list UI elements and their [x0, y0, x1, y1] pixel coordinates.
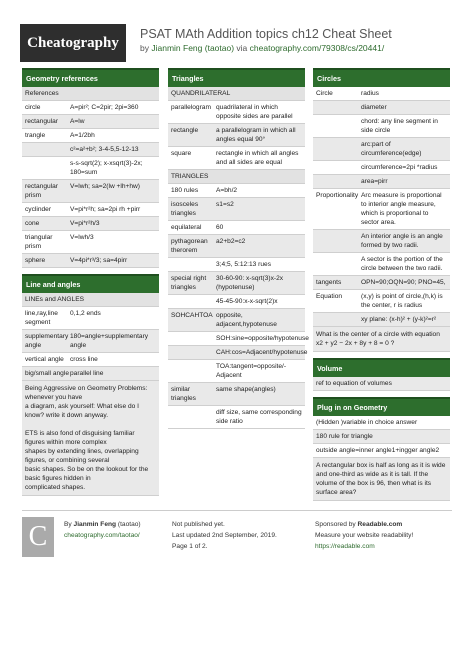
row-key: rectangular [25, 118, 58, 125]
row-key: triangular prism [25, 234, 53, 250]
cheatography-logo[interactable]: Cheatography [20, 24, 126, 62]
row-key [316, 163, 361, 172]
footer-author [64, 519, 141, 541]
sponsor-url[interactable]: https://readable.com [315, 543, 375, 550]
table-row [168, 184, 305, 198]
row-value: cross line [70, 356, 98, 363]
row-value: 45-45-90:x-x-sqrt(2)x [216, 298, 278, 305]
row-key: cyclinder [25, 206, 52, 213]
table-row [313, 101, 450, 115]
row-key: Equation [316, 293, 343, 300]
author-link[interactable]: Jianmin Feng (taotao) [151, 43, 235, 53]
table-row [168, 272, 305, 295]
row-value: An interior angle is an angle formed by two radii. [361, 233, 443, 249]
table-row [168, 309, 305, 332]
sponsor-name: Readable.com [357, 521, 403, 528]
note-text: What is the center of a circle with equation x2 + y2 − 2x + 8y + 8 = 0 ? [313, 327, 450, 352]
table-row [168, 383, 305, 406]
table-row [168, 360, 305, 383]
row-key: sphere [25, 257, 46, 264]
sub-header: References [22, 87, 159, 101]
volume-box [313, 358, 450, 391]
publish-status: Not published yet. [172, 521, 225, 528]
last-updated: Last updated 2nd September, 2019. [172, 532, 277, 539]
row-value: a parallelogram in which all angles equal 90° [216, 127, 296, 143]
row-value: chord: any line segment in side circle [361, 118, 438, 134]
row-key: SOHCAHTOA [171, 312, 213, 319]
table-row [22, 217, 159, 231]
row-key: big/small angle [25, 370, 69, 377]
row-key: special right triangles [171, 275, 207, 291]
row-value: 60 [216, 224, 224, 231]
row-value: arc:part of circumference(edge) [361, 141, 422, 157]
row-value: V=lwh; sa=2(lw +lh+hw) [70, 183, 141, 190]
table-row [313, 253, 450, 276]
row-key: cone [25, 220, 40, 227]
row-key: Proportionality [316, 192, 359, 199]
row-value: 30-60-90: x-sqrt(3)x-2x (hypotenuse) [216, 275, 284, 291]
row-value: (x,y) is point of circle,(h,k) is the center, r is radius [361, 293, 443, 309]
box-title: Line and angles [22, 274, 159, 293]
table-row [22, 353, 159, 367]
row-value: s-s-sqrt(2); x-xsqrt(3)-2x; 180=sum [70, 160, 143, 176]
row-key [171, 334, 216, 343]
row-value: 3;4;5, 5:12:13 rues [216, 261, 271, 268]
table-row [168, 235, 305, 258]
row-value: diff size, same corresponding side ratio [216, 409, 302, 425]
row-key: circle [25, 104, 41, 111]
table-row [22, 143, 159, 157]
table-row [313, 175, 450, 189]
column-3 [313, 68, 450, 507]
cheatography-c-icon: C [22, 517, 54, 557]
box-title: Plug in on Geometry [313, 397, 450, 416]
footer [22, 510, 452, 561]
table-row [22, 330, 159, 353]
table-row [22, 254, 159, 268]
column-1 [22, 68, 159, 502]
table-row [22, 231, 159, 254]
row-key: rectangular prism [25, 183, 58, 199]
by-text: by [140, 43, 149, 53]
row-value: c²=a²+b²; 3-4-5,5-12-13 [70, 146, 139, 153]
sponsor-line: Measure your website readability! [315, 532, 414, 539]
row-key [316, 177, 361, 186]
row-key [316, 103, 361, 112]
row-key: vertical angle [25, 356, 64, 363]
sub-header: TRIANGLES [168, 170, 305, 184]
table-row [22, 115, 159, 129]
table-row [22, 307, 159, 330]
row-key [316, 232, 361, 250]
row-key [171, 297, 216, 306]
author-name: Jianmin Feng [73, 521, 117, 528]
row-value: same shape(angles) [216, 386, 276, 393]
box-title: Volume [313, 358, 450, 377]
row-key [171, 348, 216, 357]
table-row [313, 276, 450, 290]
table-row [168, 221, 305, 235]
by-text: By [64, 521, 72, 528]
row-key [171, 408, 216, 426]
geometry-references-box [22, 68, 159, 268]
author-link[interactable]: cheatography.com/taotao/ [64, 532, 140, 539]
row-key: supplementary angle [25, 333, 69, 349]
table-row [22, 180, 159, 203]
line-angles-box [22, 274, 159, 496]
row-value: opposite, adjacent,hypotenuse [216, 312, 277, 328]
table-row [22, 367, 159, 381]
plugin-geometry-box [313, 397, 450, 501]
header [0, 0, 474, 70]
row-key: isosceles triangles [171, 201, 199, 217]
table-row [313, 290, 450, 313]
row-value: diameter [361, 104, 387, 111]
table-row [22, 157, 159, 180]
row-value: V=lwh/3 [70, 234, 94, 241]
sheet-url-link[interactable]: cheatography.com/79308/cs/20441/ [249, 43, 385, 53]
row-key: equilateral [171, 224, 202, 231]
footer-publish-info [172, 519, 277, 552]
row-key [25, 159, 70, 177]
table-row [168, 101, 305, 124]
row-key: 180 rules [171, 187, 199, 194]
row-value: A=bh/2 [216, 187, 238, 194]
row-key [316, 315, 361, 324]
row-value: TOA:tangent=opposite/-Adjacent [216, 363, 287, 379]
row-key [316, 117, 361, 135]
table-row [313, 87, 450, 101]
row-key: parallelogram [171, 104, 211, 111]
sub-header: QUANDRILATERAL [168, 87, 305, 101]
table-row [313, 138, 450, 161]
table-row [168, 258, 305, 272]
author-handle: (taotao) [117, 521, 141, 528]
table-row [22, 129, 159, 143]
sponsor-text: Sponsored by [315, 521, 356, 528]
table-row [22, 203, 159, 217]
row-value: radius [361, 90, 379, 97]
table-row [168, 332, 309, 346]
table-row [22, 101, 159, 115]
box-title: Geometry references [22, 68, 159, 87]
row-value: SOH:sine=opposite/hypotenuse [216, 335, 309, 342]
row-key [25, 145, 70, 154]
list-item: outside angle=inner angle1+ingger angle2 [313, 444, 450, 458]
page-title: PSAT MAth Addition topics ch12 Cheat Sheet [140, 27, 392, 41]
table-row [168, 346, 308, 360]
row-key [171, 260, 216, 269]
note-text: Being Aggressive on Geometry Problems: whenever you have a diagram, ask yourself: What else do I know? write it down anyway. ETS is also fond of disguising familiar figures within more complex shapes by extending lines, overlapping figures, or combining several basic shapes. So be on the lookout for the basic figures hidden in complicated shapes. [22, 381, 159, 496]
volume-row: ref to equation of volumes [313, 377, 450, 391]
row-value: A=1/2bh [70, 132, 95, 139]
box-title: Triangles [168, 68, 305, 87]
list-item: 180 rule for triangle [313, 430, 450, 444]
row-key [316, 255, 361, 273]
row-value: V=pi*r²h; sa=2pi rh +pirr [70, 206, 141, 213]
column-2 [168, 68, 309, 435]
table-row [168, 124, 305, 147]
row-value: OPN=90;OQN=90; PNO=45, [361, 279, 446, 286]
row-value: V=4pi*r³/3; sa=4pirr [70, 257, 128, 264]
circles-box [313, 68, 450, 352]
page-number: Page 1 of 2. [172, 543, 208, 550]
row-value: 180=angle+supplementary angle [70, 333, 149, 349]
row-value: a2+b2=c2 [216, 238, 246, 245]
table-row [313, 189, 450, 230]
table-row [168, 198, 305, 221]
row-key: line,ray,line segment [25, 310, 58, 326]
row-value: circumference=2pi *radius [361, 164, 438, 171]
footer-sponsor [315, 519, 413, 552]
row-value: rectangle in which all angles and all sides are equal [216, 150, 299, 166]
sub-header: LINEs and ANGLES [22, 293, 159, 307]
row-value: CAH:cos=Adjacent/hypotenuse [216, 349, 308, 356]
list-item: (Hidden )variable in choice answer [313, 416, 450, 430]
row-value: A=lw [70, 118, 85, 125]
row-key: similar triangles [171, 386, 196, 402]
table-row [168, 295, 305, 309]
row-value: 0,1,2 ends [70, 310, 101, 317]
row-value: area=pirr [361, 178, 388, 185]
table-row [313, 115, 450, 138]
row-value: quadrilateral in which opposite sides are parallel [216, 104, 293, 120]
table-row [168, 147, 305, 170]
row-value: Arc measure is proportional to interior angle measure, which is proportional to sector area. [361, 192, 442, 226]
row-key: trangle [25, 132, 46, 139]
row-key: tangents [316, 279, 342, 286]
note-text: A rectangular box is half as long as it is wide and one-third as wide as it is tall. If the volume of the box is 96, then what is its surface area? [313, 458, 450, 501]
table-row [168, 406, 305, 429]
table-row [313, 313, 450, 327]
row-value: V=pi*r²h/3 [70, 220, 100, 227]
box-title: Circles [313, 68, 450, 87]
table-row [313, 161, 450, 175]
byline [140, 43, 384, 53]
row-key [171, 362, 216, 380]
row-key: square [171, 150, 192, 157]
row-key: Circle [316, 90, 333, 97]
row-value: A sector is the portion of the circle between the two radii. [361, 256, 443, 272]
row-value: A=pir²; C=2pir; 2pi=360 [70, 104, 139, 111]
table-row [313, 230, 450, 253]
row-key: pythagorean therorem [171, 238, 208, 254]
row-key [316, 140, 361, 158]
via-text: via [236, 43, 248, 53]
triangles-box [168, 68, 309, 429]
row-value: xy plane: (x-h)² + (y-k)²=r² [361, 316, 437, 323]
row-value: parallel line [70, 370, 104, 377]
row-key: rectangle [171, 127, 199, 134]
row-value: s1=s2 [216, 201, 234, 208]
